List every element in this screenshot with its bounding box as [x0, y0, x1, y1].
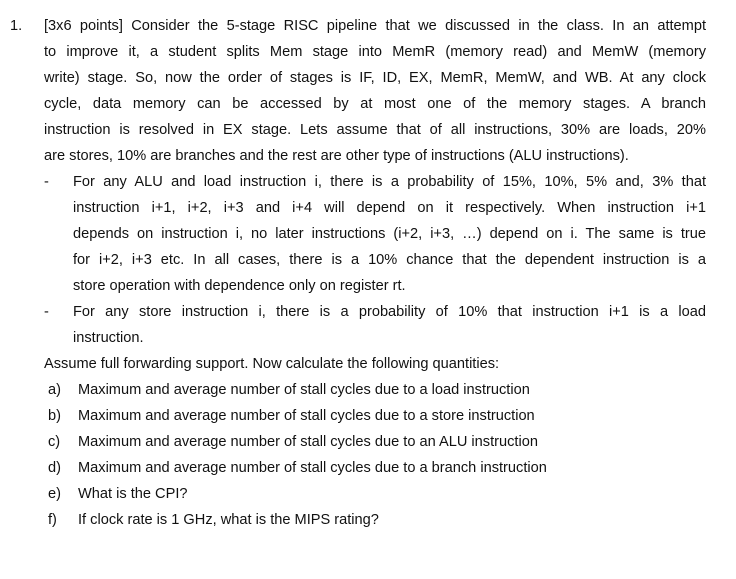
assumption-bullets [44, 169, 706, 351]
bullet-line: instruction i+1, i+2, i+3 and i+4 will depend on it respectively. When instruction i+1 [73, 200, 706, 216]
intro-line: write) stage. So, now the order of stages is IF, ID, EX, MemR, MemW, and WB. At any clock [44, 70, 706, 86]
bullet-line: for i+2, i+3 etc. In all cases, there is a 10% chance that the dependent instruction is a [73, 252, 706, 268]
bullet-alu-load-dependence [44, 169, 706, 299]
bullet-marker: - [44, 304, 49, 320]
question-intro [44, 13, 706, 169]
intro-line: instruction is resolved in EX stage. Lets assume that of all instructions, 30% are loads, 20% [44, 122, 706, 138]
sub-question-text: If clock rate is 1 GHz, what is the MIPS rating? [78, 512, 379, 528]
sub-question-label: f) [48, 512, 57, 528]
bullet-line: store operation with dependence only on register rt. [73, 278, 406, 294]
sub-question-label: a) [48, 382, 61, 398]
sub-question-text: Maximum and average number of stall cycles due to a store instruction [78, 408, 535, 424]
bullet-line: depends on instruction i, no later instructions (i+2, i+3, …) depend on i. The same is true [73, 226, 706, 242]
bullet-marker: - [44, 174, 49, 190]
intro-line: are stores, 10% are branches and the rest are other type of instructions (ALU instructions). [44, 148, 629, 164]
question-number: 1. [10, 18, 23, 34]
bullet-line: instruction. [73, 330, 144, 346]
bullet-store-load [44, 299, 706, 351]
assume-line: Assume full forwarding support. Now calculate the following quantities: [44, 356, 500, 372]
sub-question-text: Maximum and average number of stall cycles due to a load instruction [78, 382, 530, 398]
sub-question-text: Maximum and average number of stall cycles due to a branch instruction [78, 460, 547, 476]
bullet-line: For any ALU and load instruction i, there is a probability of 15%, 10%, 5% and, 3% that [73, 174, 706, 190]
sub-question-text: What is the CPI? [78, 486, 188, 502]
sub-question-text: Maximum and average number of stall cycles due to an ALU instruction [78, 434, 538, 450]
sub-question-label: c) [48, 434, 61, 450]
intro-line: [3x6 points] Consider the 5-stage RISC pipeline that we discussed in the class. In an attempt [44, 18, 706, 34]
bullet-line: For any store instruction i, there is a probability of 10% that instruction i+1 is a load [73, 304, 706, 320]
intro-line: cycle, data memory can be accessed by at most one of the memory stages. A branch [44, 96, 706, 112]
intro-line: to improve it, a student splits Mem stage into MemR (memory read) and MemW (memory [44, 44, 706, 60]
sub-question-label: e) [48, 486, 61, 502]
sub-question-label: d) [48, 460, 61, 476]
sub-question-label: b) [48, 408, 61, 424]
